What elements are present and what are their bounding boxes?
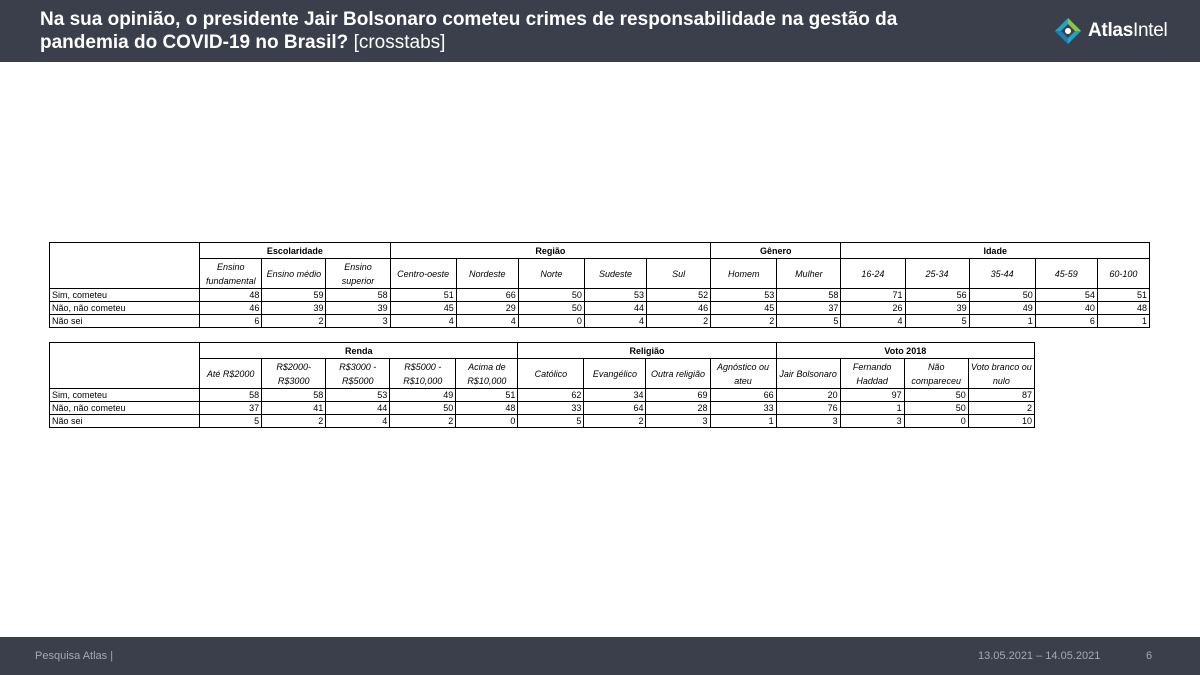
value-cell: 41 [262, 402, 326, 415]
column-header: Ensino médio [262, 259, 326, 289]
title-question: Na sua opinião, o presidente Jair Bolsonaro cometeu crimes de responsabilidade na gestão da pandemia do COVID-19 no Brasil? [40, 9, 898, 53]
column-header: Outra religião [646, 359, 710, 389]
table-row [50, 315, 1150, 328]
value-cell: 33 [710, 402, 776, 415]
value-cell: 44 [584, 302, 646, 315]
table-row [50, 389, 1035, 402]
group-header: Região [390, 243, 711, 259]
column-header: R$2000- R$3000 [262, 359, 326, 389]
value-cell: 0 [456, 415, 518, 428]
value-cell: 4 [841, 315, 905, 328]
table-row [50, 402, 1035, 415]
column-header: 25-34 [905, 259, 969, 289]
value-cell: 37 [777, 302, 841, 315]
row-label: Sim, cometeu [50, 289, 200, 302]
column-header: Agnóstico ou ateu [710, 359, 776, 389]
value-cell: 50 [518, 302, 584, 315]
value-cell: 54 [1035, 289, 1097, 302]
value-cell: 20 [776, 389, 840, 402]
column-header: Homem [711, 259, 777, 289]
column-header: Acima de R$10,000 [456, 359, 518, 389]
page-number: 6 [1146, 650, 1153, 662]
value-cell: 51 [1097, 289, 1149, 302]
value-cell: 49 [969, 302, 1035, 315]
slide-title [40, 8, 940, 54]
column-header: Não compareceu [904, 359, 968, 389]
corner-cell [50, 343, 200, 389]
row-label: Sim, cometeu [50, 389, 200, 402]
value-cell: 1 [710, 415, 776, 428]
value-cell: 5 [200, 415, 262, 428]
value-cell: 53 [326, 389, 390, 402]
value-cell: 44 [326, 402, 390, 415]
value-cell: 5 [777, 315, 841, 328]
column-header: 16-24 [841, 259, 905, 289]
value-cell: 3 [840, 415, 904, 428]
value-cell: 26 [841, 302, 905, 315]
value-cell: 97 [840, 389, 904, 402]
value-cell: 1 [840, 402, 904, 415]
value-cell: 50 [518, 289, 584, 302]
footer-source: Pesquisa Atlas | [35, 650, 114, 662]
group-header: Religião [518, 343, 776, 359]
column-header: Evangélico [584, 359, 646, 389]
value-cell: 39 [905, 302, 969, 315]
value-cell: 2 [262, 415, 326, 428]
logo-wordmark: AtlasIntel [1088, 20, 1168, 41]
column-header: Nordeste [456, 259, 518, 289]
column-header: R$3000 - R$5000 [326, 359, 390, 389]
row-label: Não sei [50, 315, 200, 328]
table-row [50, 302, 1150, 315]
column-header: Mulher [777, 259, 841, 289]
column-header: Ensino fundamental [200, 259, 262, 289]
column-header: Voto branco ou nulo [968, 359, 1034, 389]
row-label: Não sei [50, 415, 200, 428]
crosstab-table-income-religion-vote [49, 342, 1035, 428]
value-cell: 4 [326, 415, 390, 428]
value-cell: 1 [969, 315, 1035, 328]
column-header: Até R$2000 [200, 359, 262, 389]
value-cell: 76 [776, 402, 840, 415]
value-cell: 50 [390, 402, 456, 415]
value-cell: 56 [905, 289, 969, 302]
value-cell: 39 [326, 302, 390, 315]
value-cell: 5 [905, 315, 969, 328]
value-cell: 52 [647, 289, 711, 302]
value-cell: 46 [200, 302, 262, 315]
group-header: Gênero [711, 243, 841, 259]
value-cell: 48 [200, 289, 262, 302]
value-cell: 69 [646, 389, 710, 402]
value-cell: 4 [390, 315, 456, 328]
value-cell: 53 [711, 289, 777, 302]
column-header: Norte [518, 259, 584, 289]
value-cell: 33 [518, 402, 584, 415]
column-header: Sul [647, 259, 711, 289]
value-cell: 28 [646, 402, 710, 415]
column-header: 35-44 [969, 259, 1035, 289]
value-cell: 5 [518, 415, 584, 428]
value-cell: 58 [200, 389, 262, 402]
value-cell: 2 [262, 315, 326, 328]
atlasintel-logo [1054, 16, 1167, 46]
value-cell: 2 [390, 415, 456, 428]
column-header: Ensino superior [326, 259, 390, 289]
header-bar [0, 0, 1200, 62]
value-cell: 34 [584, 389, 646, 402]
column-header: R$5000 - R$10,000 [390, 359, 456, 389]
value-cell: 3 [326, 315, 390, 328]
value-cell: 3 [776, 415, 840, 428]
value-cell: 39 [262, 302, 326, 315]
column-header: Fernando Haddad [840, 359, 904, 389]
value-cell: 51 [456, 389, 518, 402]
value-cell: 58 [777, 289, 841, 302]
value-cell: 50 [904, 389, 968, 402]
group-header-row [50, 343, 1035, 359]
value-cell: 58 [326, 289, 390, 302]
value-cell: 2 [711, 315, 777, 328]
group-header: Escolaridade [200, 243, 390, 259]
value-cell: 0 [904, 415, 968, 428]
value-cell: 66 [456, 289, 518, 302]
value-cell: 10 [968, 415, 1034, 428]
value-cell: 50 [904, 402, 968, 415]
column-header: 45-59 [1035, 259, 1097, 289]
group-header: Voto 2018 [776, 343, 1034, 359]
value-cell: 6 [200, 315, 262, 328]
group-header: Idade [841, 243, 1150, 259]
value-cell: 50 [969, 289, 1035, 302]
value-cell: 58 [262, 389, 326, 402]
value-cell: 6 [1035, 315, 1097, 328]
row-label: Não, não cometeu [50, 402, 200, 415]
group-header: Renda [200, 343, 518, 359]
footer-dates: 13.05.2021 – 14.05.2021 [978, 650, 1101, 662]
column-header: 60-100 [1097, 259, 1149, 289]
value-cell: 4 [456, 315, 518, 328]
footer-bar [0, 637, 1200, 675]
crosstab-table-demographics [49, 242, 1150, 328]
value-cell: 37 [200, 402, 262, 415]
column-header: Jair Bolsonaro [776, 359, 840, 389]
value-cell: 45 [390, 302, 456, 315]
value-cell: 2 [584, 415, 646, 428]
atlasintel-logo-icon [1054, 17, 1082, 45]
value-cell: 4 [584, 315, 646, 328]
value-cell: 87 [968, 389, 1034, 402]
title-suffix: [crosstabs] [353, 32, 446, 53]
column-header: Católico [518, 359, 584, 389]
value-cell: 2 [647, 315, 711, 328]
value-cell: 53 [584, 289, 646, 302]
group-header-row [50, 243, 1150, 259]
column-header: Centro-oeste [390, 259, 456, 289]
row-label: Não, não cometeu [50, 302, 200, 315]
value-cell: 66 [710, 389, 776, 402]
value-cell: 2 [968, 402, 1034, 415]
value-cell: 59 [262, 289, 326, 302]
table-row [50, 289, 1150, 302]
value-cell: 29 [456, 302, 518, 315]
column-header-row [50, 259, 1150, 289]
value-cell: 48 [1097, 302, 1149, 315]
value-cell: 48 [456, 402, 518, 415]
value-cell: 1 [1097, 315, 1149, 328]
value-cell: 62 [518, 389, 584, 402]
corner-cell [50, 243, 200, 289]
value-cell: 3 [646, 415, 710, 428]
value-cell: 49 [390, 389, 456, 402]
value-cell: 51 [390, 289, 456, 302]
value-cell: 0 [518, 315, 584, 328]
table-row [50, 415, 1035, 428]
value-cell: 46 [647, 302, 711, 315]
column-header: Sudeste [584, 259, 646, 289]
value-cell: 40 [1035, 302, 1097, 315]
value-cell: 71 [841, 289, 905, 302]
value-cell: 45 [711, 302, 777, 315]
value-cell: 64 [584, 402, 646, 415]
